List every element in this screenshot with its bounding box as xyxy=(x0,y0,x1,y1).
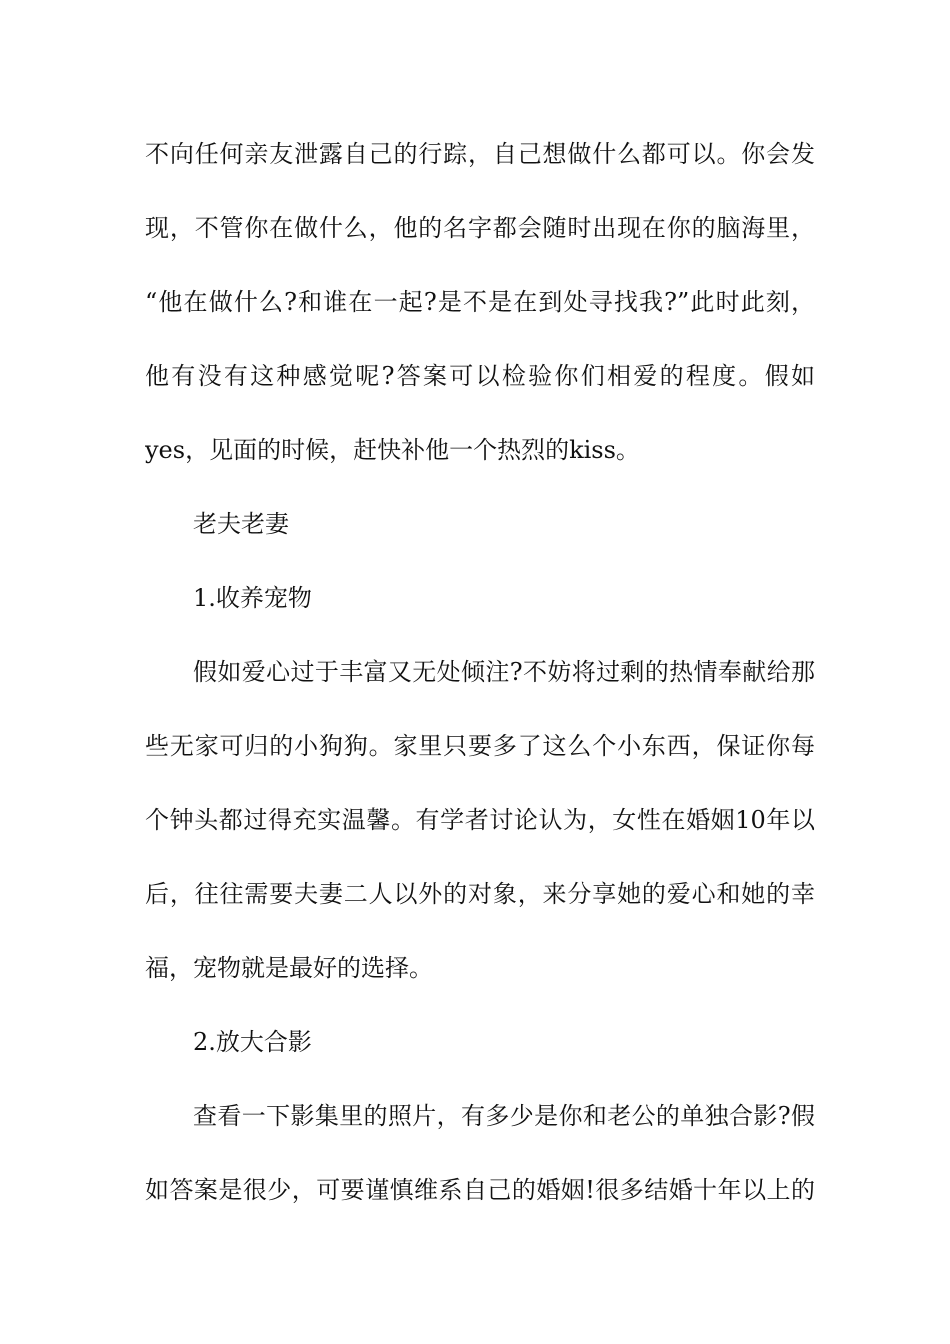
subsection-heading: 1.收养宠物 xyxy=(193,584,312,612)
section-heading: 老夫老妻 xyxy=(193,510,289,538)
paragraph-line: 福，宠物就是最好的选择。 xyxy=(145,954,433,982)
paragraph-line: yes，见面的时候，赶快补他一个热烈的kiss。 xyxy=(145,436,640,464)
paragraph-line: 查看一下影集里的照片，有多少是你和老公的单独合影?假 xyxy=(193,1102,815,1130)
subsection-heading: 2.放大合影 xyxy=(193,1028,312,1056)
paragraph-line: 不向任何亲友泄露自己的行踪，自己想做什么都可以。你会发 xyxy=(145,140,815,168)
paragraph-line: 些无家可归的小狗狗。家里只要多了这么个小东西，保证你每 xyxy=(145,732,815,760)
paragraph-line: 现，不管你在做什么，他的名字都会随时出现在你的脑海里， xyxy=(145,214,815,242)
paragraph-line: 后，往往需要夫妻二人以外的对象，来分享她的爱心和她的幸 xyxy=(145,880,815,908)
paragraph-line: 个钟头都过得充实温馨。有学者讨论认为，女性在婚姻10年以 xyxy=(145,806,815,834)
paragraph-line: “他在做什么?和谁在一起?是不是在到处寻找我?”此时此刻， xyxy=(145,288,815,316)
paragraph-line: 如答案是很少，可要谨慎维系自己的婚姻!很多结婚十年以上的 xyxy=(145,1176,815,1204)
paragraph-line: 假如爱心过于丰富又无处倾注?不妨将过剩的热情奉献给那 xyxy=(193,658,815,686)
paragraph-line: 他有没有这种感觉呢?答案可以检验你们相爱的程度。假如 xyxy=(145,362,815,390)
